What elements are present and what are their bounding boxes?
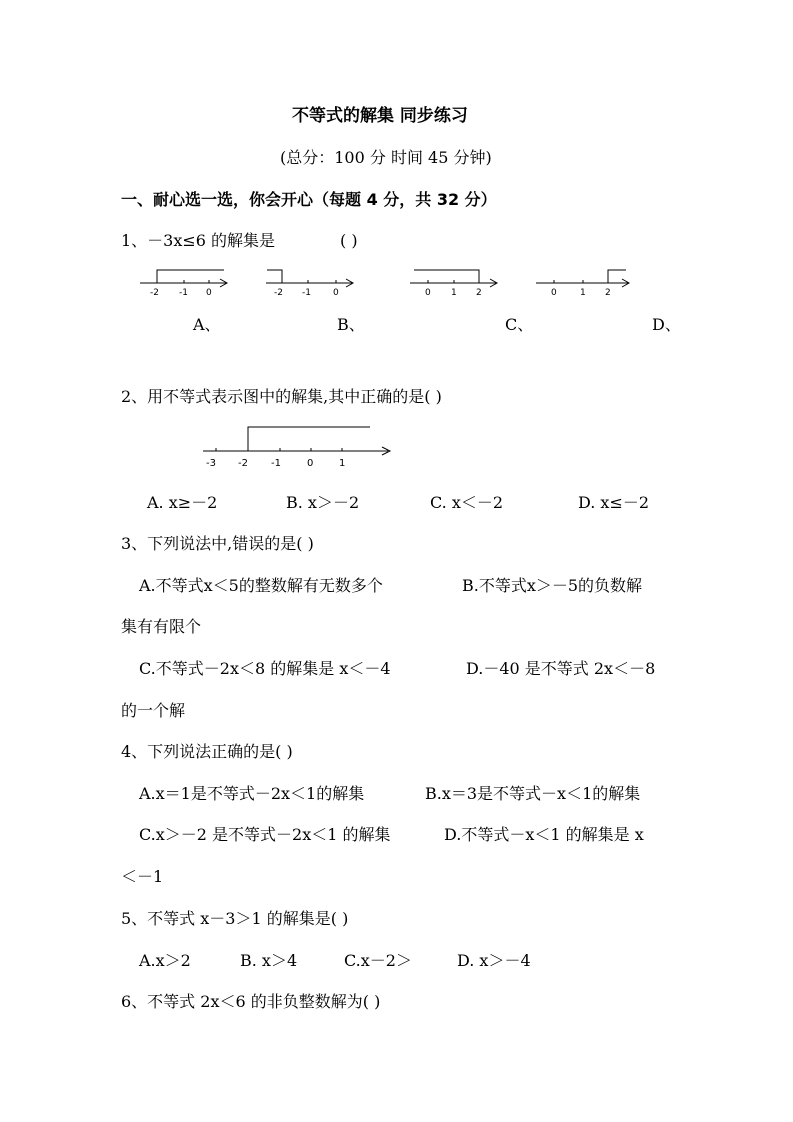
q5-stem: 5、不等式 x－3＞1 的解集是( ) (121, 909, 349, 928)
q2-option-c: C. x＜－2 (430, 493, 504, 512)
q5-option-b: B. x＞4 (240, 951, 298, 970)
q4-option-c: C.x＞－2 是不等式－2x＜1 的解集 (139, 825, 391, 844)
q1-option-d: D、 (652, 315, 681, 334)
q3-option-d-continued: 的一个解 (121, 701, 186, 720)
q3-stem: 3、下列说法中,错误的是( ) (121, 534, 314, 553)
page-title: 不等式的解集 同步练习 (292, 106, 468, 126)
q2-tick-label: -3 (206, 458, 216, 469)
page-subtitle: (总分：100 分 时间 45 分钟) (280, 148, 492, 167)
q2-tick-label: 1 (339, 458, 346, 469)
q1a-tick-label: -2 (150, 288, 159, 298)
q1a-tick-label: 0 (206, 288, 212, 298)
q2-number-line (200, 422, 400, 472)
q1-answer-paren: ( ) (340, 231, 358, 250)
q1-number-line-d (534, 264, 634, 300)
q2-option-b: B. x＞－2 (286, 493, 360, 512)
q3-option-a: A.不等式x＜5的整数解有无数多个 (139, 576, 383, 595)
q2-tick-label: -2 (238, 458, 248, 469)
q1c-tick-label: 0 (425, 288, 431, 298)
q3-option-b: B.不等式x＞－5的负数解 (462, 576, 643, 595)
q1a-tick-label: -1 (179, 288, 188, 298)
q4-option-a: A.x＝1是不等式－2x＜1的解集 (139, 784, 365, 803)
q1-stem: 1、－3x≤6 的解集是 (121, 231, 276, 250)
q1c-tick-label: 1 (451, 288, 457, 298)
q5-option-a: A.x＞2 (139, 951, 191, 970)
q1b-tick-label: -1 (302, 288, 311, 298)
q2-tick-label: 0 (307, 458, 314, 469)
q4-option-d-continued: ＜－1 (121, 867, 164, 886)
q3-option-b-continued: 集有有限个 (121, 617, 202, 636)
q2-tick-label: -1 (271, 458, 281, 469)
q1-option-b: B、 (337, 315, 365, 334)
q1b-tick-label: -2 (274, 288, 283, 298)
q1-number-line-b (264, 264, 364, 300)
q4-option-d: D.不等式－x＜1 的解集是 x (444, 825, 644, 844)
q2-option-a: A. x≥－2 (147, 493, 218, 512)
q3-option-c: C.不等式－2x＜8 的解集是 x＜－4 (139, 659, 391, 678)
section-heading: 一、耐心选一选，你会开心（每题 4 分，共 32 分） (121, 190, 497, 209)
q4-stem: 4、下列说法正确的是( ) (121, 742, 293, 761)
q1b-tick-label: 0 (333, 288, 339, 298)
q1c-tick-label: 2 (476, 288, 482, 298)
q1d-tick-label: 1 (580, 288, 586, 298)
q5-option-c: C.x－2＞ (344, 951, 412, 970)
q5-option-d: D. x＞－4 (457, 951, 531, 970)
q1-number-line-c (408, 264, 508, 300)
q1d-tick-label: 0 (551, 288, 557, 298)
q2-stem: 2、用不等式表示图中的解集,其中正确的是( ) (121, 387, 442, 406)
q1-option-c: C、 (505, 315, 534, 334)
q4-option-b: B.x＝3是不等式－x＜1的解集 (425, 784, 641, 803)
q3-option-d: D.－40 是不等式 2x＜－8 (466, 659, 656, 678)
q1-option-a: A、 (193, 315, 221, 334)
q2-option-d: D. x≤－2 (578, 493, 650, 512)
q6-stem: 6、不等式 2x＜6 的非负整数解为( ) (121, 992, 381, 1011)
q1-number-line-a (138, 264, 238, 300)
q1d-tick-label: 2 (605, 288, 611, 298)
